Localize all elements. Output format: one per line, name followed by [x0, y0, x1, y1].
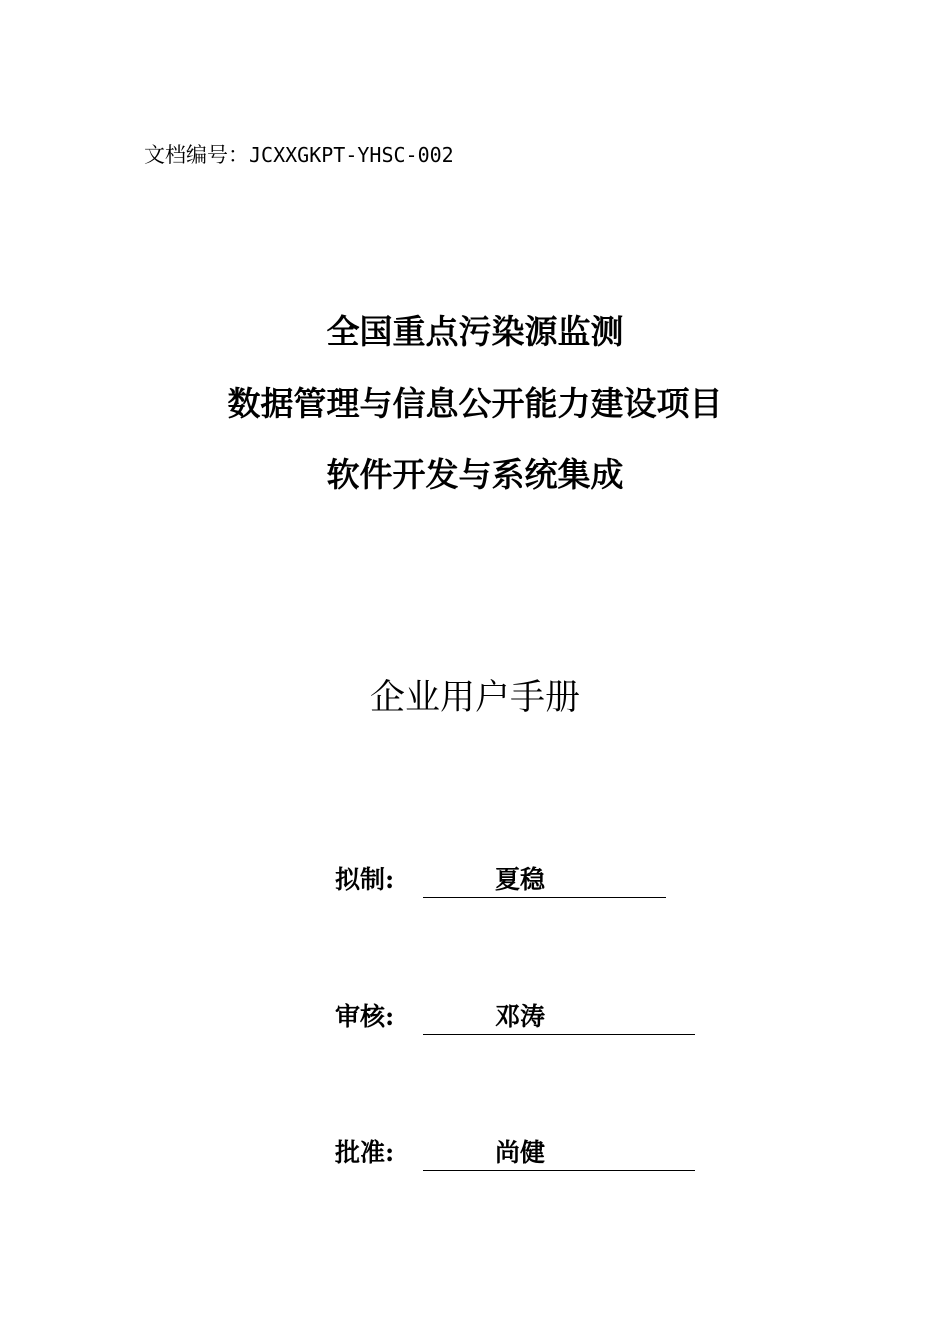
signature-row-drafted [335, 860, 675, 900]
title-line-1: 全国重点污染源监测 [326, 312, 624, 351]
signature-row-approved [335, 1133, 705, 1173]
signature-name-reviewed: 邓涛 [495, 1002, 546, 1031]
signature-name-approved: 尚健 [495, 1138, 546, 1167]
document-number-code: JCXXGKPT-YHSC-002 [249, 143, 454, 167]
manual-title: 企业用户手册 [369, 678, 580, 718]
signature-underline-reviewed [423, 1034, 695, 1035]
signature-underline-approved [423, 1170, 695, 1171]
title-line-2: 数据管理与信息公开能力建设项目 [227, 384, 723, 423]
signature-label-approved: 批准: [335, 1138, 395, 1167]
title-line-3: 软件开发与系统集成 [326, 455, 624, 494]
document-number [144, 140, 454, 170]
document-number-label: 文档编号： [144, 143, 249, 167]
signature-row-reviewed [335, 997, 705, 1037]
signature-label-drafted: 拟制: [335, 865, 395, 894]
signature-name-drafted: 夏稳 [495, 865, 546, 894]
signature-label-reviewed: 审核: [335, 1002, 395, 1031]
